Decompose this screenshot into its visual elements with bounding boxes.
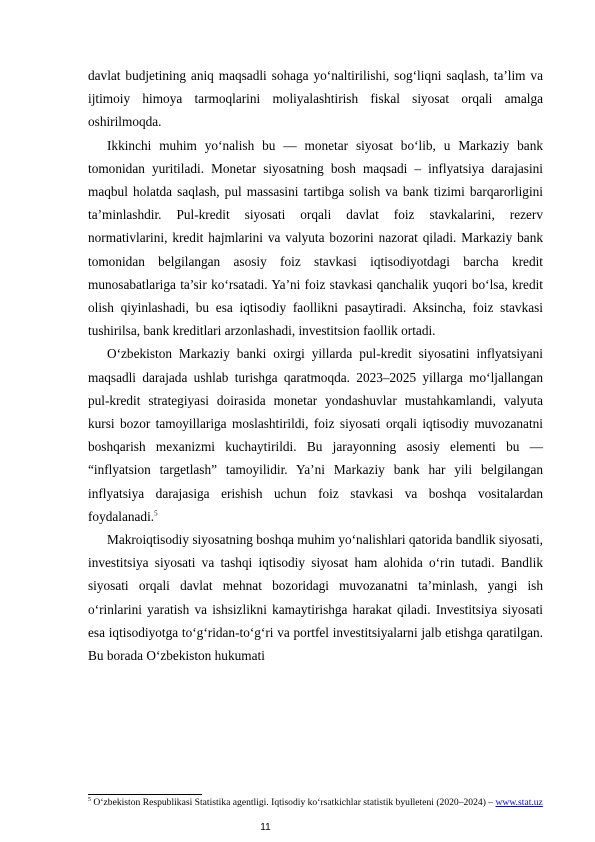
paragraph-4 bbox=[88, 528, 543, 667]
paragraph-1-text: davlat budjetining aniq maqsadli sohaga yo‘naltirilishi, sog‘liqni saqlash, ta’lim va ijtimoiy himoya tarmoqlarini moliyalashtirish fiskal siyosat orqali amalga oshirilmoqda. bbox=[88, 68, 543, 130]
footnote-text: O‘zbekiston Respublikasi Statistika agentligi. Iqtisodiy ko‘rsatkichlar statistik byulleteni (2020–2024) – bbox=[91, 797, 496, 808]
footnote-link[interactable]: www.stat.uz bbox=[495, 797, 543, 808]
footnote-marker: 5 bbox=[88, 796, 91, 803]
paragraph-4-text: Makroiqtisodiy siyosatning boshqa muhim yo‘nalishlari qatorida bandlik siyosati, investitsiya siyosati va tashqi iqtisodiy siyosat ham alohida o‘rin tutadi. Bandlik siyosati orqali davlat mehnat bozoridagi muvozanatni ta’minlash, yangi ish o‘rinlarini yaratish va ishsizlikni kamaytirishga harakat qiladi. Investitsiya siyosati esa iqtisodiyotga to‘g‘ridan-to‘g‘ri va portfel investitsiyalarni jalb etishga qaratilgan. Bu borada O‘zbekiston hukumati bbox=[88, 532, 543, 664]
page-number bbox=[0, 822, 595, 833]
page-number-text: 11 bbox=[260, 822, 271, 833]
paragraph-3 bbox=[88, 342, 543, 528]
paragraph-2-text: Ikkinchi muhim yo‘nalish bu — monetar siyosat bo‘lib, u Markaziy bank tomonidan yuritiladi. Monetar siyosatning bosh maqsadi – inflyatsiya darajasini maqbul holatda saqlash, pul massasini tartibga solish va bank tizimi barqarorligini ta’minlashdir. Pul-kredit siyosati orqali davlat foiz stavkalarini, rezerv normativlarini, kredit hajmlarini va valyuta bozorini nazorat qiladi. Markaziy bank tomonidan belgilangan asosiy foiz stavkasi iqtisodiyotdagi barcha kredit munosabatlariga ta’sir ko‘rsatadi. Ya’ni foiz stavkasi qanchalik yuqori bo‘lsa, kredit olish qiyinlashadi, bu esa iqtisodiy faollikni pasaytiradi. Aksincha, foiz stavkasi tushirilsa, bank kreditlari arzonlashadi, investitsion faollik ortadi. bbox=[88, 137, 543, 339]
page-body bbox=[88, 64, 543, 667]
footnote-reference[interactable]: 5 bbox=[154, 509, 158, 518]
paragraph-3-text: O‘zbekiston Markaziy banki oxirgi yillarda pul-kredit siyosatini inflyatsiyani maqsadli darajada ushlab turishga qaratmoqda. 2023–2025 yillarga mo‘ljallangan pul-kredit strategiyasi doirasida monetar yondashuvlar mustahkamlandi, valyuta kursi bozor tamoyillariga moslashtirildi, foiz siyosati orqali iqtisodiy muvozanatni boshqarish mexanizmi kuchaytirildi. Bu jarayonning asosiy elementi bu — “inflyatsion targetlash” tamoyilidir. Ya’ni Markaziy bank har yili belgilangan inflyatsiya darajasiga erishish uchun foiz stavkasi va boshqa vositalardan foydalanadi. bbox=[88, 346, 543, 524]
footnote-separator bbox=[88, 794, 202, 795]
paragraph-1 bbox=[88, 64, 543, 134]
paragraph-2 bbox=[88, 134, 543, 343]
footnote bbox=[88, 797, 548, 809]
